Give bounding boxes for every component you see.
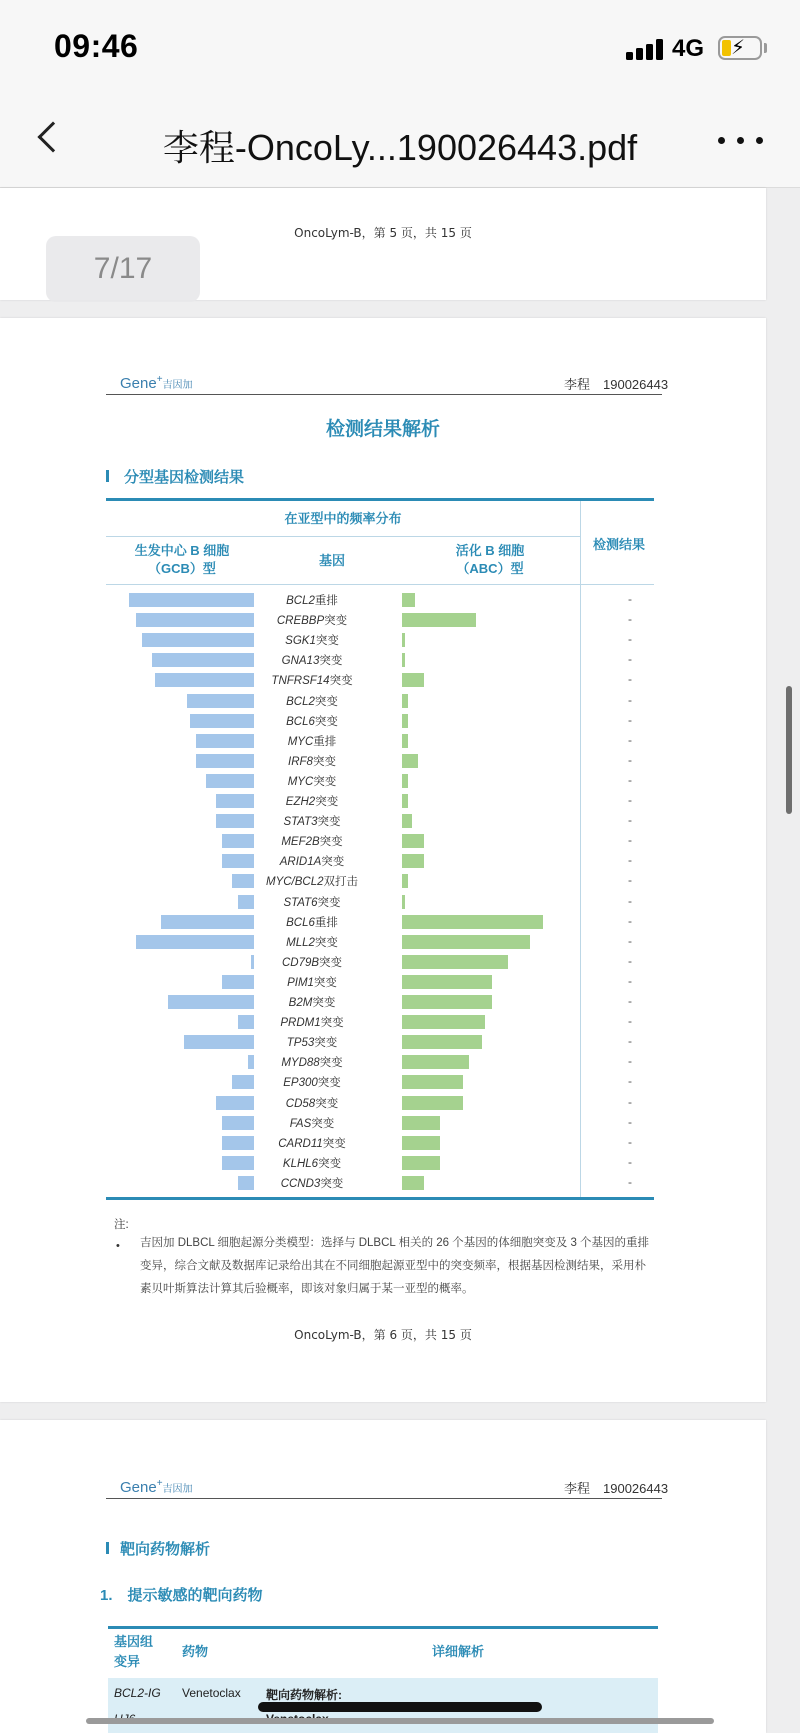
gcb-bar (190, 714, 254, 728)
result-cell: - (628, 772, 632, 787)
variant-type: 突变 (317, 816, 341, 829)
variant-type: 突变 (318, 1157, 342, 1170)
variant-type: 突变 (313, 976, 337, 989)
variant-type: 突变 (311, 1117, 335, 1130)
variant-type: 突变 (312, 997, 336, 1009)
table-row (100, 871, 700, 891)
header-subrule (106, 536, 580, 537)
table-row (100, 590, 700, 610)
gene-name: MYC (287, 775, 314, 788)
gene-label (248, 1014, 376, 1030)
table-row (100, 630, 700, 650)
gcb-bar (142, 633, 254, 647)
gene-label (248, 713, 376, 729)
table-row (100, 1072, 700, 1092)
result-cell: - (628, 752, 632, 767)
variant-type: 重排 (314, 595, 338, 607)
gene-name: EZH2 (285, 796, 316, 808)
abc-bar (402, 935, 530, 949)
section-marker (106, 470, 109, 482)
abc-bar (402, 854, 424, 868)
result-cell: - (628, 1114, 632, 1129)
gcb-bar (206, 774, 254, 788)
gene-label (248, 1135, 376, 1151)
status-bar (0, 0, 800, 92)
gene-label (248, 954, 376, 970)
gene-name: BCL6 (286, 715, 315, 728)
abc-bar (402, 673, 424, 687)
header-drug: 药物 (182, 1644, 209, 1659)
scroll-track (86, 1718, 714, 1724)
gene-label (248, 1095, 376, 1111)
battery-tip (764, 43, 767, 53)
table-top-rule (106, 498, 654, 501)
variant-type: 突变 (314, 936, 338, 949)
note-text: 吉因加 DLBCL 细胞起源分类模型：选择与 DLBCL 相关的 26 个基因的体细胞突变及 3 个基因的重排变异，综合文献及数据库记录给出其在不同细胞起源亚型中的突变频率，根据基因检测结果，采用朴素贝叶斯算法计算其后验概率，即该对象归属于某一亚型的概率。 (140, 1237, 650, 1295)
signal-icon (626, 38, 664, 60)
gene-name: CARD11 (278, 1137, 323, 1150)
header-abc: 活化 B 细胞 （ABC）型 (455, 543, 525, 576)
table-row (100, 1012, 700, 1032)
gcb-bar (196, 754, 254, 768)
gcb-bar (136, 613, 254, 627)
variant-type: 突变 (320, 1177, 344, 1190)
result-cell: - (628, 652, 632, 667)
result-cell: - (628, 1074, 632, 1089)
header-detail: 详细解析 (432, 1644, 485, 1659)
document-title: 李程-OncoLy...190026443.pdf (162, 127, 638, 168)
gene-name: CCND3 (280, 1177, 321, 1190)
variant-type: 重排 (313, 735, 337, 748)
table-row (100, 972, 700, 992)
variant-type: 突变 (314, 1037, 338, 1050)
result-cell: - (628, 1014, 632, 1029)
variant-type: 突变 (329, 675, 353, 688)
header-bottom-rule (106, 584, 654, 585)
abc-bar (402, 955, 508, 969)
gene-label (248, 693, 376, 709)
result-cell: - (628, 592, 632, 606)
gene-name: MEF2B (281, 836, 320, 849)
gene-name: FAS (289, 1117, 312, 1130)
patient-info: 李程 190026443 (564, 1481, 669, 1496)
table-row (100, 932, 700, 952)
abc-bar (402, 1035, 482, 1049)
table-row (100, 610, 700, 630)
gene-label (248, 853, 376, 869)
back-button[interactable] (28, 114, 76, 166)
variant-type: 突变 (319, 836, 343, 849)
home-indicator[interactable] (258, 1702, 542, 1712)
gcb-bar (168, 995, 254, 1009)
header-rule (106, 1498, 662, 1499)
variant-type: 突变 (319, 655, 343, 668)
abc-bar (402, 975, 492, 989)
gene-name: BCL2 (286, 595, 315, 607)
gene-name: MYC/BCL2 (265, 876, 324, 889)
result-cell: - (628, 893, 632, 908)
page-indicator: 7/17 (46, 236, 200, 302)
table-row (100, 791, 700, 811)
table-row (100, 1153, 700, 1173)
abc-bar (402, 633, 405, 647)
gene-name: MYD88 (281, 1057, 320, 1070)
gcb-bar (155, 673, 254, 687)
gene-label (248, 934, 376, 950)
gene-label (248, 753, 376, 769)
chevron-left-icon (37, 121, 68, 152)
gene-label (248, 632, 376, 648)
table-row (100, 751, 700, 771)
gene-label (248, 773, 376, 789)
abc-bar (402, 794, 408, 808)
gene-name: IRF8 (288, 755, 313, 768)
gene-label (248, 793, 376, 809)
gene-plus-logo: Gene+吉因加 (120, 1478, 193, 1496)
gene-label (248, 974, 376, 990)
gene-label (248, 1074, 376, 1090)
result-cell: - (628, 1034, 632, 1049)
abc-bar (402, 754, 418, 768)
row-detail: 靶向药物解析: (266, 1688, 342, 1702)
table-row (100, 711, 700, 731)
abc-bar (402, 734, 408, 748)
variant-type: 突变 (321, 856, 345, 869)
gene-name: B2M (288, 997, 313, 1009)
variant-type: 突变 (317, 896, 341, 909)
gene-label (248, 914, 376, 930)
gene-name: EP300 (283, 1077, 318, 1090)
abc-bar (402, 1156, 440, 1170)
section-heading: 分型基因检测结果 (124, 469, 245, 486)
table-row (100, 952, 700, 972)
table-row (100, 650, 700, 670)
gene-label (248, 612, 376, 628)
result-cell: - (628, 813, 632, 828)
header-rule (106, 394, 662, 395)
gene-name: ARID1A (279, 856, 322, 869)
scrollbar-thumb[interactable] (786, 686, 792, 814)
table-bottom-rule (106, 1197, 654, 1200)
result-cell: - (628, 1094, 632, 1109)
table-row (100, 1032, 700, 1052)
more-icon (718, 137, 725, 144)
gene-name: PIM1 (287, 976, 314, 989)
abc-bar (402, 995, 492, 1009)
table-row (100, 992, 700, 1012)
table-row (100, 1133, 700, 1153)
variant-type: 突变 (315, 796, 339, 808)
result-cell: - (628, 953, 632, 968)
abc-bar (402, 1055, 469, 1069)
table-row (100, 1173, 700, 1193)
variant-type: 突变 (319, 956, 343, 969)
variant-type: 突变 (313, 775, 337, 788)
variant-type: 突变 (314, 695, 338, 708)
table-row (100, 731, 700, 751)
header-gene: 基因 (318, 553, 345, 568)
gcb-bar (152, 653, 254, 667)
variant-type: 重排 (314, 916, 338, 929)
abc-bar (402, 593, 415, 607)
abc-bar (402, 613, 476, 627)
gene-label (248, 1115, 376, 1131)
abc-bar (402, 1015, 485, 1029)
abc-bar (402, 1096, 463, 1110)
result-cell: - (628, 672, 632, 687)
abc-bar (402, 1176, 424, 1190)
gene-label (248, 873, 376, 889)
page-footer: OncoLym-B，第 5 页，共 15 页 (294, 226, 472, 240)
patient-info: 李程 190026443 (564, 377, 669, 392)
variant-type: 突变 (317, 1077, 341, 1090)
header-gene-variant: 基因组 变异 (114, 1634, 154, 1669)
result-cell: - (628, 692, 632, 707)
gene-name: BCL2 (286, 695, 315, 708)
more-options-button[interactable] (716, 128, 766, 152)
row-gene: BCL2-IG (114, 1686, 161, 1700)
table-row (100, 811, 700, 831)
result-cell: - (628, 632, 632, 647)
header-frequency: 在亚型中的频率分布 (284, 511, 402, 526)
table-row (100, 912, 700, 932)
gene-name: CREBBP (276, 615, 325, 628)
result-cell: - (628, 913, 632, 928)
abc-bar (402, 694, 408, 708)
drug-table-header (108, 1628, 658, 1676)
gene-name: PRDM1 (280, 1017, 321, 1030)
section-marker (106, 1542, 109, 1554)
abc-bar (402, 1116, 440, 1130)
page-title: 检测结果解析 (325, 419, 440, 440)
result-cell: - (628, 994, 632, 1008)
variant-type: 突变 (315, 1097, 339, 1110)
abc-bar (402, 874, 408, 888)
table-row (100, 831, 700, 851)
variant-type: 突变 (312, 755, 336, 768)
abc-bar (402, 714, 408, 728)
note-bullet: • (116, 1240, 120, 1252)
gene-label (248, 813, 376, 829)
abc-bar (402, 774, 408, 788)
abc-bar (402, 814, 412, 828)
result-cell: - (628, 732, 632, 747)
result-cell: - (628, 1054, 632, 1069)
status-time: 09:46 (54, 28, 139, 64)
header-gcb: 生发中心 B 细胞 （GCB）型 (134, 543, 230, 576)
gene-name: GNA13 (281, 655, 320, 668)
abc-bar (402, 895, 405, 909)
abc-bar (402, 653, 405, 667)
table-row (100, 892, 700, 912)
gcb-bar (129, 593, 254, 607)
table-row (100, 1052, 700, 1072)
table-row (100, 670, 700, 690)
result-cell: - (628, 933, 632, 948)
result-cell: - (628, 1134, 632, 1149)
section-heading: 靶向药物解析 (120, 1541, 211, 1558)
gcb-bar (196, 734, 254, 748)
variant-type: 突变 (319, 1057, 343, 1070)
gene-label (248, 1054, 376, 1070)
gene-label (248, 1155, 376, 1171)
variant-type: 突变 (315, 635, 339, 648)
gene-label (248, 652, 376, 668)
abc-bar (402, 834, 424, 848)
variant-type: 突变 (320, 1017, 344, 1030)
gene-name: BCL6 (286, 916, 315, 929)
gene-label (248, 833, 376, 849)
gcb-bar (161, 915, 254, 929)
row-drug: Venetoclax (182, 1686, 241, 1700)
gene-plus-logo: Gene+吉因加 (120, 374, 193, 392)
note-label: 注: (114, 1219, 129, 1231)
gene-label (248, 733, 376, 749)
variant-type: 突变 (324, 615, 348, 628)
page-footer: OncoLym-B，第 6 页，共 15 页 (294, 1328, 472, 1342)
result-cell: - (628, 853, 632, 868)
result-cell: - (628, 1174, 632, 1189)
gene-name: KLHL6 (282, 1157, 319, 1170)
gcb-bar (184, 1035, 254, 1049)
result-cell: - (628, 833, 632, 848)
gene-name: MLL2 (286, 936, 315, 949)
result-cell: - (628, 612, 632, 627)
gene-label (248, 1175, 376, 1191)
gene-name: CD58 (285, 1097, 316, 1110)
battery-icon: ⚡ (718, 36, 762, 60)
variant-type: 双打击 (323, 876, 359, 889)
pdf-page-6 (0, 318, 766, 1402)
table-row (100, 1093, 700, 1113)
gene-label (248, 592, 376, 608)
abc-bar (402, 1136, 440, 1150)
gene-name: CD79B (281, 956, 320, 969)
table-row (100, 771, 700, 791)
result-cell: - (628, 793, 632, 807)
result-cell: - (628, 1154, 632, 1169)
table-row (100, 1113, 700, 1133)
gene-name: TNFRSF14 (271, 675, 330, 688)
table-row (100, 691, 700, 711)
subsection-heading: 1. 提示敏感的靶向药物 (100, 1587, 263, 1604)
header-result: 检测结果 (592, 537, 645, 552)
nav-bar (0, 92, 800, 188)
gene-label (248, 994, 376, 1010)
abc-bar (402, 1075, 463, 1089)
abc-bar (402, 915, 543, 929)
gene-label (248, 894, 376, 910)
result-cell: - (628, 873, 632, 888)
gene-label (248, 672, 376, 688)
result-cell: - (628, 973, 632, 988)
gene-name: TP53 (286, 1037, 315, 1050)
gcb-bar (136, 935, 254, 949)
gene-label (248, 1034, 376, 1050)
gene-name: STAT6 (283, 896, 318, 909)
gene-name: MYC (287, 735, 314, 748)
network-type: 4G (672, 35, 705, 62)
gcb-bar (187, 694, 254, 708)
variant-type: 突变 (322, 1137, 346, 1150)
table-row (100, 851, 700, 871)
gene-name: SGK1 (285, 635, 316, 648)
variant-type: 突变 (314, 715, 338, 728)
gene-name: STAT3 (283, 816, 318, 829)
result-cell: - (628, 712, 632, 727)
